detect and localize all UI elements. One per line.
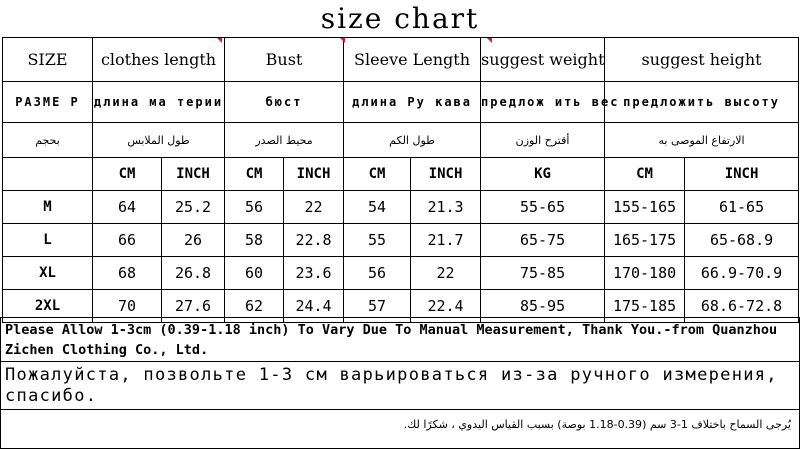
table-cell: 64 (93, 191, 162, 224)
table-cell: 70 (93, 290, 162, 323)
table-cell: 155-165 (605, 191, 685, 224)
size-cell: XL (3, 257, 93, 290)
table-cell: 57 (344, 290, 411, 323)
table-cell: 58 (225, 224, 284, 257)
table-cell: 62 (225, 290, 284, 323)
size-header: SIZE (3, 38, 93, 82)
unit-label: CM (225, 158, 284, 191)
table-cell: 61-65 (685, 191, 799, 224)
table-cell: 85-95 (481, 290, 605, 323)
corner-mark-icon (217, 38, 222, 43)
table-row (3, 191, 799, 224)
corner-mark-icon (340, 38, 345, 43)
table-cell: 68 (93, 257, 162, 290)
table-cell: 68.6-72.8 (685, 290, 799, 323)
table-cell: 27.6 (162, 290, 225, 323)
unit-label: INCH (162, 158, 225, 191)
measurement-note-arabic: يُرجى السماح باختلاف 1-3 سم (0.39-1.18 بوصة) بسبب القياس اليدوي ، شكرًا لك. (0, 409, 800, 449)
table-cell: 21.3 (411, 191, 481, 224)
size-cell: 2XL (3, 290, 93, 323)
table-row (3, 257, 799, 290)
unit-label: INCH (284, 158, 344, 191)
chart-title: size chart (320, 2, 480, 35)
unit-label: KG (481, 158, 605, 191)
unit-label: CM (93, 158, 162, 191)
suggest-weight-header-ar: أقترح الوزن (481, 123, 605, 158)
suggest-height-header-ru: предложить высоту (605, 82, 799, 123)
table-cell: 65-68.9 (685, 224, 799, 257)
size-header-ar: بحجم (3, 123, 93, 158)
table-cell: 175-185 (605, 290, 685, 323)
units-blank-cell (3, 158, 93, 191)
table-row (3, 224, 799, 257)
corner-mark-icon (487, 38, 492, 43)
size-header-ru: РАЗМЕ Р (3, 82, 93, 123)
table-cell: 21.7 (411, 224, 481, 257)
table-cell: 26.8 (162, 257, 225, 290)
table-cell: 55 (344, 224, 411, 257)
measurement-note-english: Please Allow 1-3cm (0.39-1.18 inch) To Vary Due To Manual Measurement, Thank You.-from Quanzhou Zichen Clothing Co., Ltd. (0, 317, 800, 361)
table-cell: 22 (411, 257, 481, 290)
table-cell: 22 (284, 191, 344, 224)
sleeve-length-header: Sleeve Length (344, 38, 481, 82)
size-cell: M (3, 191, 93, 224)
suggest-weight-header-ru: предлож ить вес (481, 82, 605, 123)
bust-header-ru: бюст (225, 82, 344, 123)
bust-header: Bust (225, 38, 344, 82)
suggest-height-header: suggest height (605, 38, 799, 82)
header-row-russian (3, 82, 799, 123)
unit-label: CM (344, 158, 411, 191)
table-cell: 22.4 (411, 290, 481, 323)
size-table (2, 37, 799, 323)
unit-label: CM (605, 158, 685, 191)
unit-label: INCH (411, 158, 481, 191)
table-cell: 25.2 (162, 191, 225, 224)
clothes-length-header: clothes length (93, 38, 225, 82)
table-cell: 165-175 (605, 224, 685, 257)
clothes-length-header-ru: длина ма терии (93, 82, 225, 123)
sleeve-length-header-ar: طول الكم (344, 123, 481, 158)
table-cell: 66 (93, 224, 162, 257)
table-cell: 54 (344, 191, 411, 224)
table-cell: 23.6 (284, 257, 344, 290)
size-cell: L (3, 224, 93, 257)
bust-header-ar: محيط الصدر (225, 123, 344, 158)
units-row (3, 158, 799, 191)
table-cell: 56 (225, 191, 284, 224)
table-cell: 65-75 (481, 224, 605, 257)
table-cell: 75-85 (481, 257, 605, 290)
header-row-english (3, 38, 799, 82)
clothes-length-header-ar: طول الملابس (93, 123, 225, 158)
table-cell: 22.8 (284, 224, 344, 257)
suggest-height-header-ar: الارتفاع الموصى به (605, 123, 799, 158)
table-cell: 56 (344, 257, 411, 290)
table-cell: 170-180 (605, 257, 685, 290)
table-cell: 55-65 (481, 191, 605, 224)
table-cell: 26 (162, 224, 225, 257)
unit-label: INCH (685, 158, 799, 191)
measurement-note-russian: Пожалуйста, позвольте 1-3 см варьироваться из-за ручного измерения, спасибо. (0, 361, 800, 409)
sleeve-length-header-ru: длина Ру кава (344, 82, 481, 123)
table-cell: 60 (225, 257, 284, 290)
suggest-weight-header: suggest weight (481, 38, 605, 82)
table-cell: 24.4 (284, 290, 344, 323)
table-cell: 66.9-70.9 (685, 257, 799, 290)
header-row-arabic (3, 123, 799, 158)
